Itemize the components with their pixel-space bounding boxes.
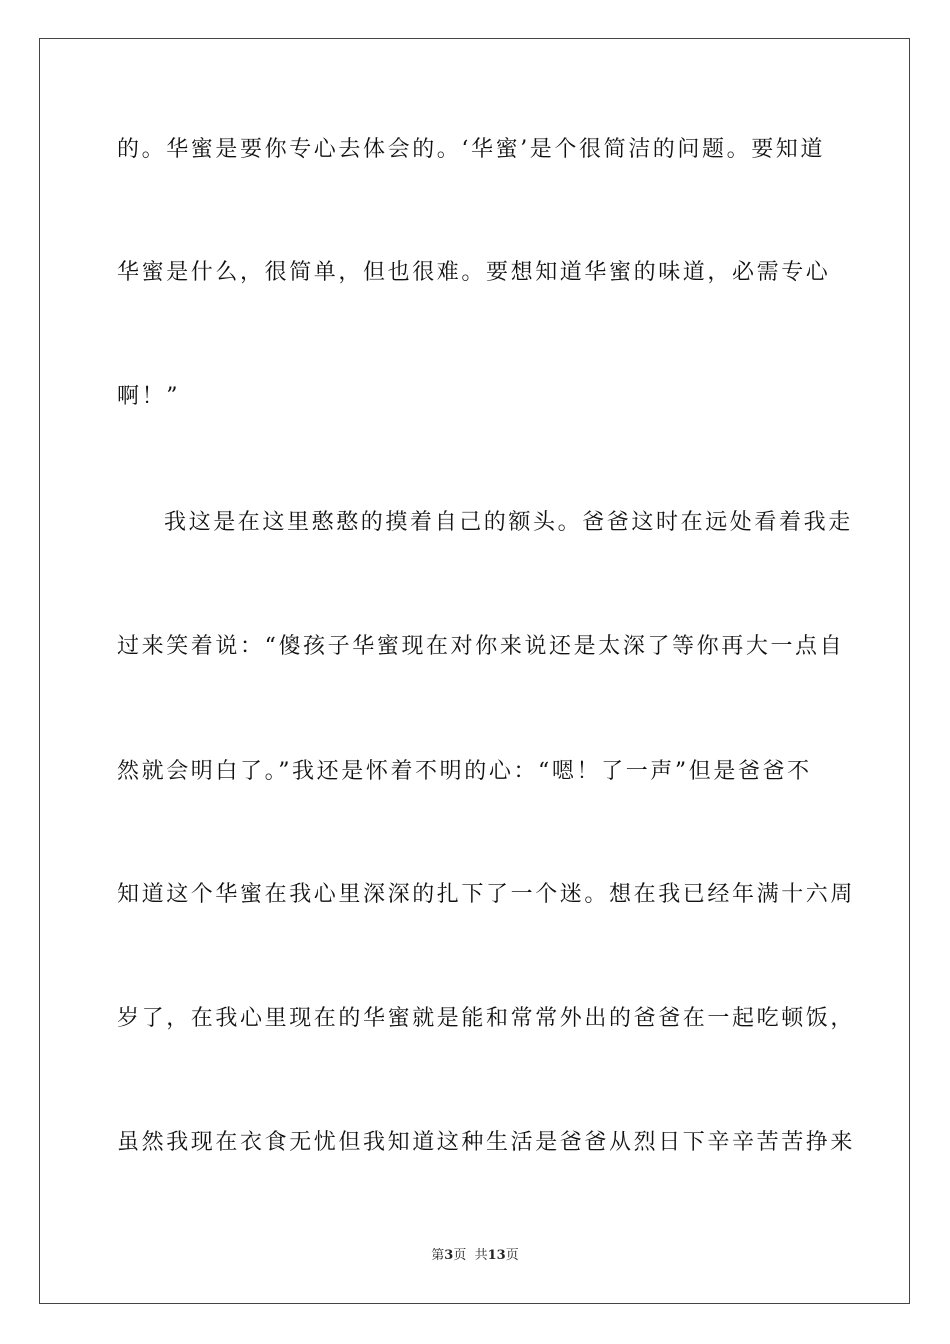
text-line-6: 然就会明白了。”我还是怀着不明的心：“嗯！了一声”但是爸爸不: [117, 759, 812, 784]
text-line-1: 的。华蜜是要你专心去体会的。‘华蜜’是个很简洁的问题。要知道: [117, 137, 825, 162]
text-line-8: 岁了，在我心里现在的华蜜就是能和常常外出的爸爸在一起吃顿饭，: [117, 1006, 856, 1031]
page-footer: [0, 1247, 950, 1265]
page-total: 13: [487, 1248, 506, 1263]
page-border: [39, 38, 910, 1304]
text-line-2: 华蜜是什么，很简单，但也很难。要想知道华蜜的味道，必需专心: [117, 260, 831, 285]
text-line-3: 啊！”: [117, 384, 181, 409]
page-current: 3: [444, 1248, 454, 1263]
text-line-9: 虽然我现在衣食无忧但我知道这种生活是爸爸从烈日下辛辛苦苦挣来: [117, 1130, 856, 1155]
text-line-4: 我这是在这里憨憨的摸着自己的额头。爸爸这时在远处看着我走: [164, 510, 853, 535]
page-mid: 页 共: [453, 1248, 488, 1263]
text-line-5: 过来笑着说：“傻孩子华蜜现在对你来说还是太深了等你再大一点自: [117, 634, 845, 659]
page-prefix: 第: [431, 1248, 445, 1263]
page-suffix: 页: [505, 1248, 519, 1263]
text-line-7: 知道这个华蜜在我心里深深的扎下了一个迷。想在我已经年满十六周: [117, 882, 856, 907]
